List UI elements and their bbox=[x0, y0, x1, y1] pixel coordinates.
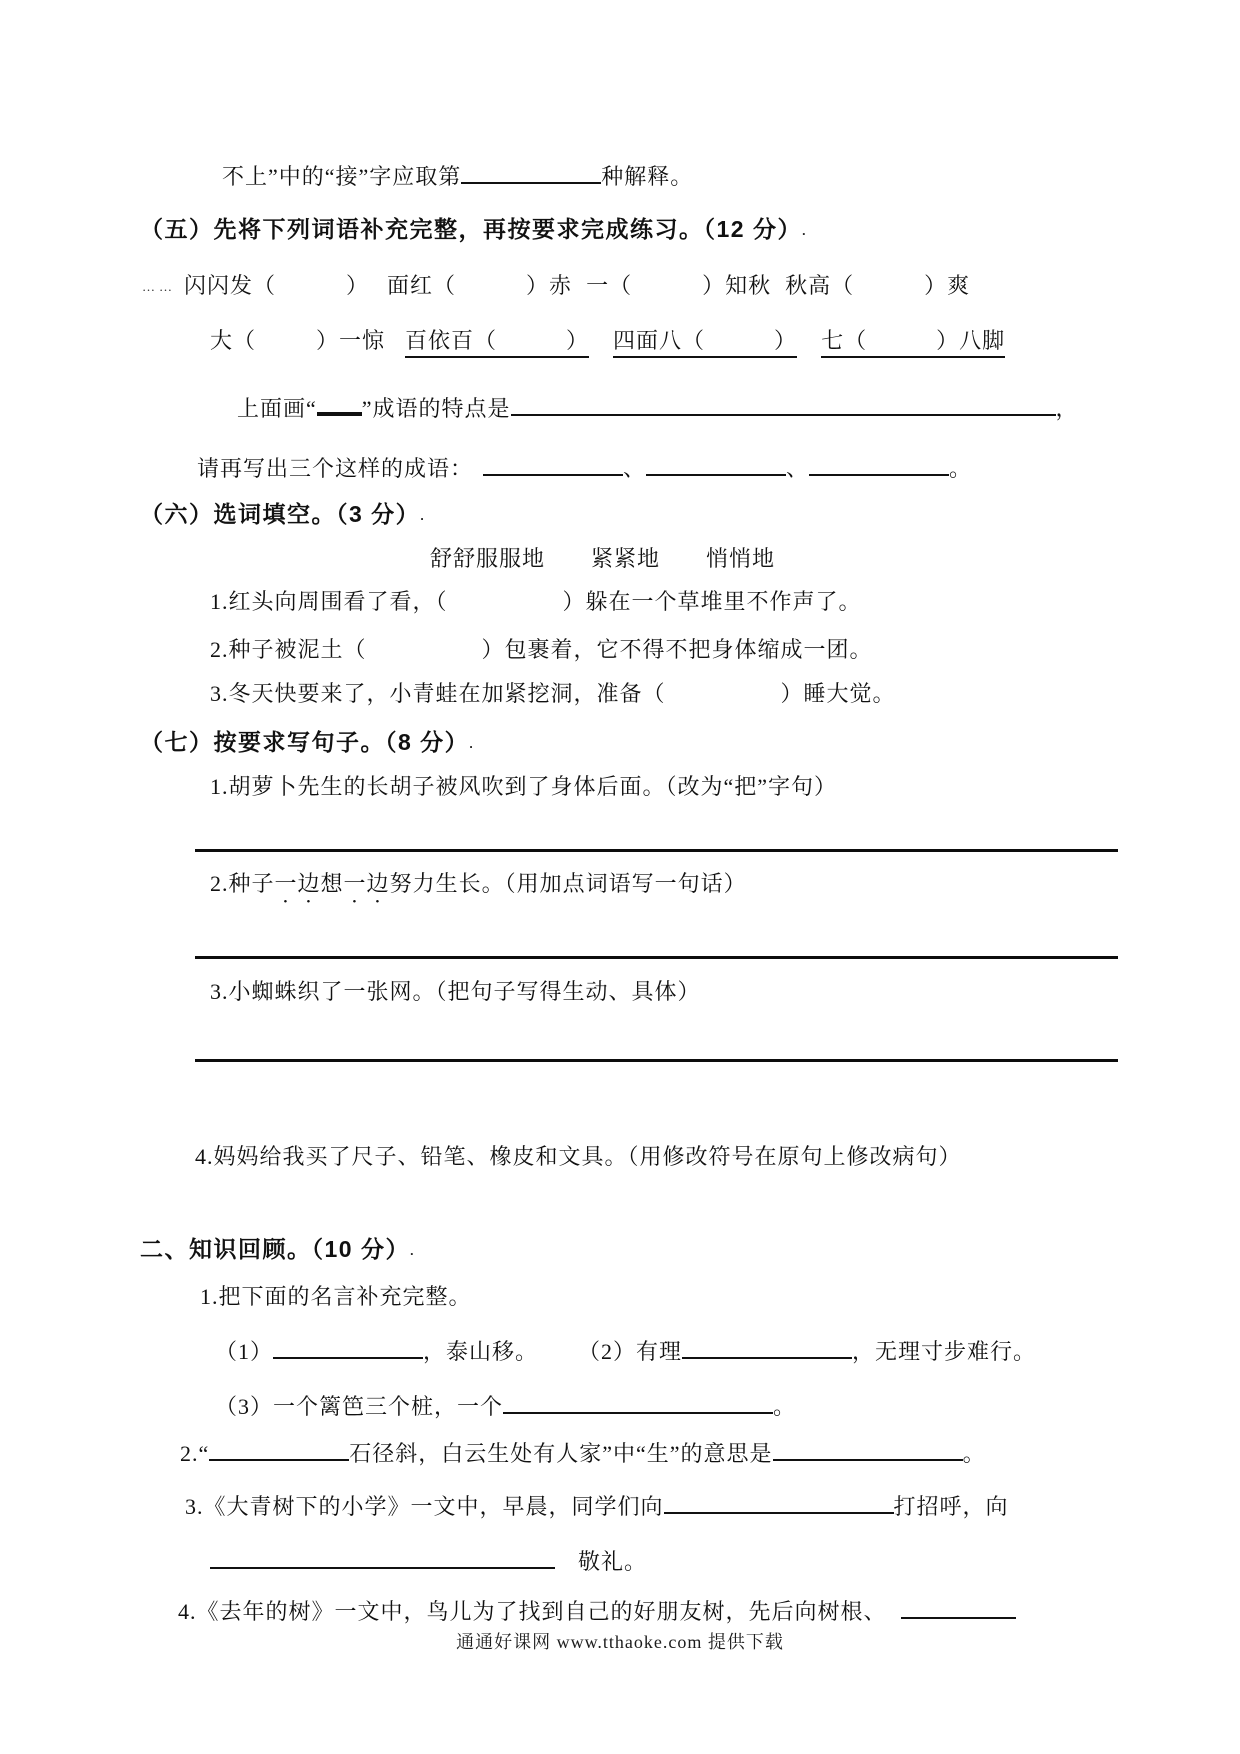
paren-gap bbox=[797, 347, 821, 348]
paren-gap bbox=[632, 292, 702, 293]
answer-blank bbox=[682, 1335, 852, 1359]
text-run: 种解释。 bbox=[601, 164, 694, 189]
small-mark: . bbox=[469, 736, 477, 751]
text-run: 1.把下面的名言补充完整。 bbox=[200, 1284, 472, 1309]
knowledge-item-4 bbox=[178, 1595, 1016, 1626]
knowledge-item-2 bbox=[180, 1437, 986, 1468]
paren-gap bbox=[456, 292, 526, 293]
text-run: 秋高（ bbox=[785, 273, 855, 298]
text-run: ）爽 bbox=[924, 273, 971, 298]
paren-gap bbox=[256, 347, 316, 348]
text-run: 石径斜，白云生处有人家”中“生”的意思是 bbox=[349, 1441, 773, 1466]
text-run: 不上”中的“接”字应取第 bbox=[222, 164, 462, 189]
paren-gap bbox=[854, 292, 924, 293]
answer-blank bbox=[273, 1335, 423, 1359]
small-mark: …… bbox=[142, 279, 176, 294]
paren-gap bbox=[589, 347, 613, 348]
answer-blank bbox=[646, 452, 786, 476]
text-run: 二、知识回顾。（10 分） bbox=[140, 1236, 410, 1262]
idiom-row-2 bbox=[210, 327, 1005, 358]
small-mark: . bbox=[409, 1243, 418, 1258]
text-run: （2）有理 bbox=[578, 1339, 683, 1364]
header-section-5 bbox=[140, 215, 810, 244]
text-run: ）睡大觉。 bbox=[780, 681, 896, 706]
sentence-item-1 bbox=[210, 773, 837, 801]
text-run: 一（ bbox=[586, 273, 633, 298]
text-run: 3.小蜘蛛织了一张网。（把句子写得生动、具体） bbox=[210, 979, 701, 1004]
text-run: ）包裹着，它不得不把身体缩成一团。 bbox=[481, 637, 873, 662]
text-run: 上面画“ bbox=[237, 396, 317, 421]
header-section-7 bbox=[140, 728, 477, 757]
text-run: 。 bbox=[773, 1394, 797, 1419]
write-three-idioms bbox=[197, 452, 972, 483]
text-run: 舒舒服服地 紧紧地 悄悄地 bbox=[430, 546, 776, 571]
line-jie-explain bbox=[222, 160, 693, 191]
text-run: 努力生长。（用加点词语写一句话） bbox=[389, 871, 747, 896]
word-bank bbox=[430, 545, 775, 573]
answer-blank bbox=[511, 392, 1056, 416]
text-run: ）知秋 bbox=[702, 273, 772, 298]
knowledge-item-1-blank-3 bbox=[215, 1390, 796, 1421]
answer-blank bbox=[461, 160, 601, 184]
answer-blank bbox=[809, 452, 949, 476]
small-mark: . bbox=[420, 508, 428, 523]
paren-gap bbox=[538, 1358, 578, 1359]
text-run: 想 bbox=[320, 871, 344, 896]
choose-word-item-2 bbox=[210, 636, 873, 664]
idiom-feature-line bbox=[237, 390, 1079, 423]
answer-blank bbox=[901, 1595, 1016, 1619]
answer-blank-short bbox=[317, 390, 362, 416]
text-run: 闪闪发（ bbox=[184, 273, 277, 298]
underlined-idiom: 百依百（ ） bbox=[405, 327, 589, 358]
choose-word-item-1 bbox=[210, 588, 862, 616]
text-run: 4.《去年的树》一文中，鸟儿为了找到自己的好朋友树，先后向树根、 bbox=[178, 1599, 887, 1624]
text-run: 。 bbox=[949, 456, 973, 481]
knowledge-item-3-line-2 bbox=[210, 1545, 647, 1576]
text-run: ， bbox=[1055, 396, 1079, 421]
text-run: ）一惊 bbox=[316, 328, 386, 353]
answer-blank bbox=[773, 1437, 963, 1461]
text-run: 1.胡萝卜先生的长胡子被风吹到了身体后面。（改为“把”字句） bbox=[210, 774, 838, 799]
paren-gap bbox=[367, 656, 482, 657]
choose-word-item-3 bbox=[210, 680, 896, 708]
text-run: ）赤 bbox=[526, 273, 573, 298]
text-run: ，无理寸步难行。 bbox=[852, 1339, 1037, 1364]
dotted-emphasis-word: 一边 bbox=[343, 871, 390, 896]
text-run: ”成语的特点是 bbox=[361, 396, 511, 421]
text-run: 。 bbox=[962, 1441, 986, 1466]
paren-gap bbox=[448, 608, 563, 609]
answer-blank bbox=[210, 1545, 555, 1569]
footer-credit: 通通好课网 www.tthaoke.com 提供下载 bbox=[456, 1632, 784, 1652]
knowledge-item-3-line-1 bbox=[185, 1490, 1009, 1521]
paren-gap bbox=[887, 1618, 901, 1619]
text-run: （六）选词填空。（3 分） bbox=[140, 501, 421, 527]
text-run: 、 bbox=[623, 456, 647, 481]
paren-gap bbox=[369, 292, 387, 293]
paren-gap bbox=[385, 347, 405, 348]
answer-line-1 bbox=[195, 849, 1118, 852]
answer-blank bbox=[483, 452, 623, 476]
text-run: 敬礼。 bbox=[555, 1549, 648, 1574]
dotted-emphasis-word: 一边 bbox=[274, 871, 321, 896]
text-run: 1.红头向周围看了看，（ bbox=[210, 589, 448, 614]
text-run: ） bbox=[346, 273, 370, 298]
text-run: 3.《大青树下的小学》一文中，早晨，同学们向 bbox=[185, 1494, 664, 1519]
sentence-item-4 bbox=[195, 1143, 962, 1171]
text-run: ）躲在一个草堆里不作声了。 bbox=[562, 589, 862, 614]
answer-blank bbox=[209, 1437, 349, 1461]
paren-gap bbox=[473, 475, 483, 476]
knowledge-item-1 bbox=[200, 1283, 472, 1311]
paren-gap bbox=[276, 292, 346, 293]
paren-gap bbox=[572, 292, 586, 293]
text-run: 请再写出三个这样的成语： bbox=[197, 456, 474, 481]
sentence-item-2 bbox=[210, 870, 747, 908]
header-section-2 bbox=[140, 1235, 418, 1264]
answer-line-2 bbox=[195, 956, 1118, 959]
text-run: （五）先将下列词语补充完整，再按要求完成练习。（12 分） bbox=[140, 216, 802, 242]
answer-blank bbox=[503, 1390, 773, 1414]
text-run: 2.“ bbox=[180, 1441, 210, 1466]
underlined-idiom: 四面八（ ） bbox=[613, 327, 797, 358]
text-run: ，泰山移。 bbox=[423, 1339, 539, 1364]
text-run: 大（ bbox=[210, 328, 257, 353]
text-run: 2.种子 bbox=[210, 871, 275, 896]
small-mark: . bbox=[801, 223, 810, 238]
text-run: （七）按要求写句子。（8 分） bbox=[140, 729, 470, 755]
answer-line-3 bbox=[195, 1059, 1118, 1062]
paren-gap bbox=[771, 292, 785, 293]
paren-gap bbox=[176, 292, 184, 293]
text-run: 4.妈妈给我买了尺子、铅笔、橡皮和文具。（用修改符号在原句上修改病句） bbox=[195, 1144, 962, 1169]
knowledge-item-1-blank-1-2 bbox=[215, 1335, 1036, 1366]
sentence-item-3 bbox=[210, 978, 701, 1006]
text-run: 面红（ bbox=[387, 273, 457, 298]
text-run: 、 bbox=[786, 456, 810, 481]
answer-blank bbox=[664, 1490, 894, 1514]
idiom-row-1 bbox=[142, 272, 970, 300]
text-run: 打招呼，向 bbox=[893, 1494, 1009, 1519]
text-run: （3）一个篱笆三个桩，一个 bbox=[215, 1394, 504, 1419]
text-run: 3.冬天快要来了，小青蛙在加紧挖洞，准备（ bbox=[210, 681, 666, 706]
paren-gap bbox=[666, 700, 781, 701]
underlined-idiom: 七（ ）八脚 bbox=[821, 327, 1005, 358]
text-run: （1） bbox=[215, 1339, 274, 1364]
header-section-6 bbox=[140, 500, 428, 529]
text-run: 2.种子被泥土（ bbox=[210, 637, 367, 662]
